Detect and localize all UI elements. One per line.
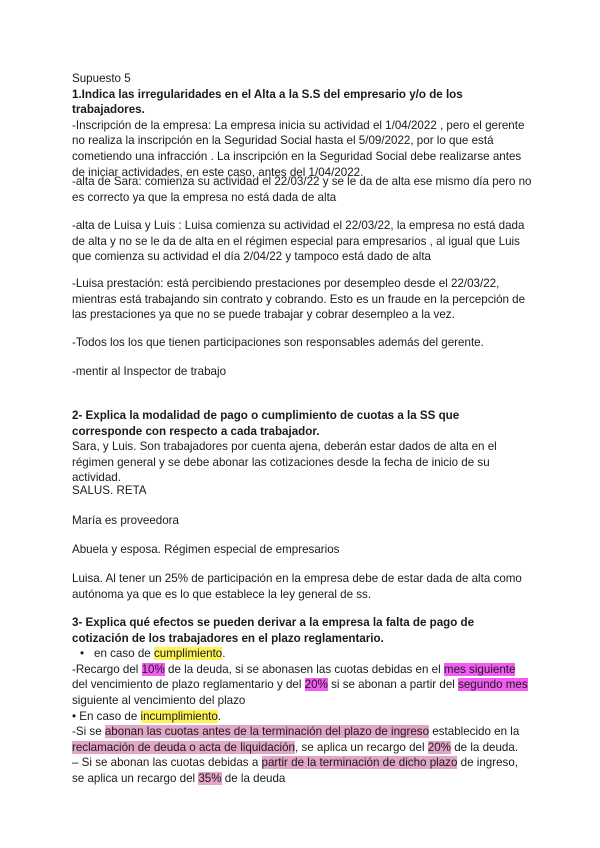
highlight-despues-plazo: partir de la terminación de dicho plazo xyxy=(261,756,458,770)
q3-recargo-despues-plazo xyxy=(72,755,532,786)
highlight-10-percent: 10% xyxy=(141,662,165,676)
bullet-mark: • xyxy=(80,647,85,661)
highlight-incumplimiento: incumplimiento xyxy=(140,709,218,723)
q3-bullet-cumplimiento xyxy=(72,646,532,662)
q3-block xyxy=(72,615,532,787)
text-run: de la deuda xyxy=(221,771,286,785)
q3-bullet-incumplimiento xyxy=(72,709,532,725)
bullet-prefix: En caso de xyxy=(76,709,141,723)
highlight-mes-siguiente: mes siguiente xyxy=(443,662,516,676)
text-run: establecido en la xyxy=(429,725,520,739)
q2-paragraph-2 xyxy=(72,483,532,499)
q1-paragraph-6-text: -mentir al Inspector de trabajo xyxy=(72,365,227,378)
highlight-reclamacion: reclamación de deuda o acta de liquidación xyxy=(72,740,296,754)
text-run: de la deuda, si se abonasen las cuotas debidas en el xyxy=(164,662,444,676)
highlight-35-percent: 35% xyxy=(198,771,222,785)
q2-block xyxy=(72,408,532,486)
bullet-suffix: . xyxy=(217,709,222,723)
q2-paragraph-5 xyxy=(72,571,532,602)
text-run: si se abonan a partir del xyxy=(327,678,459,692)
q1-paragraph-2-text: -alta de Sara: comienza su actividad el 22/03/22 y se le da de alta ese mismo día pero no es correcto ya que la empresa no está dada de alta xyxy=(72,175,532,204)
q2-heading: 2- Explica la modalidad de pago o cumplimiento de cuotas a la SS que corresponde con respecto a cada trabajador. xyxy=(72,409,460,438)
q2-paragraph-1: Sara, y Luis. Son trabajadores por cuenta ajena, deberán estar dados de alta en el régimen general y se debe abonar las cotizaciones desde la fecha de inicio de su actividad. xyxy=(72,440,497,485)
q2-paragraph-5-text: Luisa. Al tener un 25% de participación en la empresa debe de estar dada de alta como autónoma ya que es lo que establece la ley general de ss. xyxy=(72,572,522,601)
q1-paragraph-2 xyxy=(72,174,532,205)
q3-recargo-cumplimiento xyxy=(72,662,532,709)
q3-recargo-antes-plazo xyxy=(72,724,532,755)
bullet-suffix: . xyxy=(222,647,226,661)
q1-paragraph-3 xyxy=(72,218,532,265)
q1-paragraph-6 xyxy=(72,364,532,380)
highlight-cumplimiento: cumplimiento xyxy=(153,647,223,661)
q1-block xyxy=(72,71,532,180)
q1-paragraph-3-text: -alta de Luisa y Luis : Luisa comienza su actividad el 22/03/22, la empresa no está dada de alta y no se le da de alta en el régimen especial para empresarios , al igual que Luis que comienza su actividad el día 2/04/22 y tampoco está dado de alta xyxy=(72,219,525,264)
q1-paragraph-5-text: -Todos los los que tienen participaciones son responsables además del gerente. xyxy=(72,336,484,349)
doc-title: Supuesto 5 xyxy=(72,72,131,85)
q1-paragraph-5 xyxy=(72,335,532,351)
text-run: de la deuda. xyxy=(451,740,519,754)
q1-paragraph-4-text: -Luisa prestación: está percibiendo prestaciones por desempleo desde el 22/03/22, mientras está trabajando sin contrato y cobrando. Esto es un fraude en la percepción de las prestaciones ya que no se puede trabajar y cobrar desempleo a la vez. xyxy=(72,277,526,322)
q2-paragraph-3 xyxy=(72,513,532,529)
bullet-mark: • xyxy=(72,709,77,723)
q1-heading: 1.Indica las irregularidades en el Alta a la S.S del empresario y/o de los trabajadores. xyxy=(72,87,463,117)
text-run: -Si se xyxy=(72,725,105,739)
q2-paragraph-4 xyxy=(72,542,532,558)
highlight-20-percent-b: 20% xyxy=(427,740,451,754)
text-run: siguiente al vencimiento del plazo xyxy=(72,693,246,707)
bullet-prefix: en caso de xyxy=(94,647,154,661)
q2-paragraph-4-text: Abuela y esposa. Régimen especial de empresarios xyxy=(72,543,340,556)
text-run: , se aplica un recargo del xyxy=(295,740,428,754)
q2-paragraph-2-text: SALUS. RETA xyxy=(72,484,147,497)
highlight-segundo-mes: segundo mes xyxy=(458,678,528,692)
text-run: -Recargo del xyxy=(72,662,142,676)
text-run: – Si se abonan las cuotas debidas a xyxy=(72,756,262,770)
text-run: de ingreso, se aplica un recargo del xyxy=(72,756,519,785)
highlight-antes-plazo: abonan las cuotas antes de la terminación del plazo de ingreso xyxy=(104,725,430,739)
q1-paragraph-4 xyxy=(72,276,532,323)
text-run: del vencimiento de plazo reglamentario y del xyxy=(72,678,305,692)
highlight-20-percent: 20% xyxy=(304,678,328,692)
q1-paragraph-1: -Inscripción de la empresa: La empresa inicia su actividad el 1/04/2022 , pero el gerente no realiza la inscripción en la Seguridad Social hasta el 5/09/2022, por lo que está cometiendo una infracción . La inscripción en la Seguridad Social debe realizarse antes de iniciar actividades, en este caso, antes del 1/04/2022. xyxy=(72,118,525,179)
q3-heading: 3- Explica qué efectos se pueden derivar a la empresa la falta de pago de cotización de los trabajadores en el plazo reglamentario. xyxy=(72,616,475,645)
q2-paragraph-3-text: María es proveedora xyxy=(72,514,179,527)
